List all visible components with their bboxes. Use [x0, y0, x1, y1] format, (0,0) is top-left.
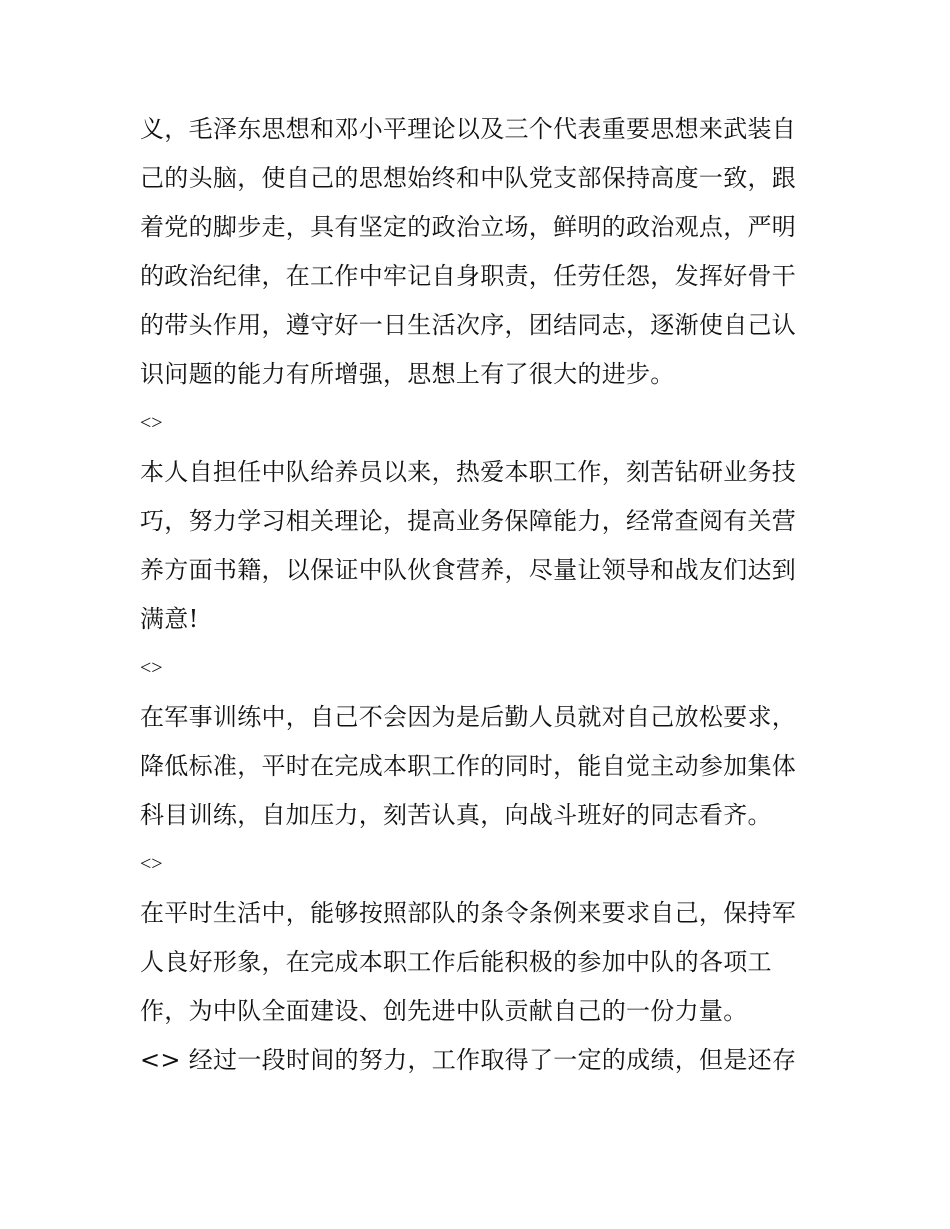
text-line: 着党的脚步走，具有坚定的政治立场，鲜明的政治观点，严明 — [140, 213, 797, 241]
text-line: 降低标准，平时在完成本职工作的同时，能自觉主动参加集体 — [140, 752, 797, 780]
text-line: 在军事训练中，自己不会因为是后勤人员就对自己放松要求， — [140, 703, 797, 731]
text-line: 的带头作用，遵守好一日生活次序，团结同志，逐渐使自己认 — [140, 311, 797, 339]
text-line: 巧，努力学习相关理论，提高业务保障能力，经常查阅有关营 — [140, 507, 797, 535]
paragraph-marker: <> — [140, 412, 163, 434]
text-line: 科目训练，自加压力，刻苦认真，向战斗班好的同志看齐。 — [140, 801, 772, 829]
text-line: 作，为中队全面建设、创先进中队贡献自己的一份力量。 — [140, 997, 748, 1025]
text-line: 本人自担任中队给养员以来，热爱本职工作，刻苦钻研业务技 — [140, 458, 797, 486]
paragraph-marker: <> — [140, 657, 163, 679]
text-line: 在平时生活中，能够按照部队的条令条例来要求自己，保持军 — [140, 899, 797, 927]
text-line: 识问题的能力有所增强，思想上有了很大的进步。 — [140, 360, 675, 388]
paragraph-marker: <> — [140, 853, 163, 875]
text-line: 满意! — [140, 605, 199, 633]
text-line: <> 经过一段时间的努力，工作取得了一定的成绩，但是还存 — [140, 1046, 797, 1074]
text-line: 己的头脑，使自己的思想始终和中队党支部保持高度一致，跟 — [140, 164, 797, 192]
text-line: 养方面书籍，以保证中队伙食营养，尽量让领导和战友们达到 — [140, 556, 797, 584]
document-body — [140, 105, 820, 1085]
text-line: 的政治纪律，在工作中牢记自身职责，任劳任怨，发挥好骨干 — [140, 262, 797, 290]
text-line: 人良好形象，在完成本职工作后能积极的参加中队的各项工 — [140, 948, 772, 976]
text-line: 义，毛泽东思想和邓小平理论以及三个代表重要思想来武装自 — [140, 115, 797, 143]
